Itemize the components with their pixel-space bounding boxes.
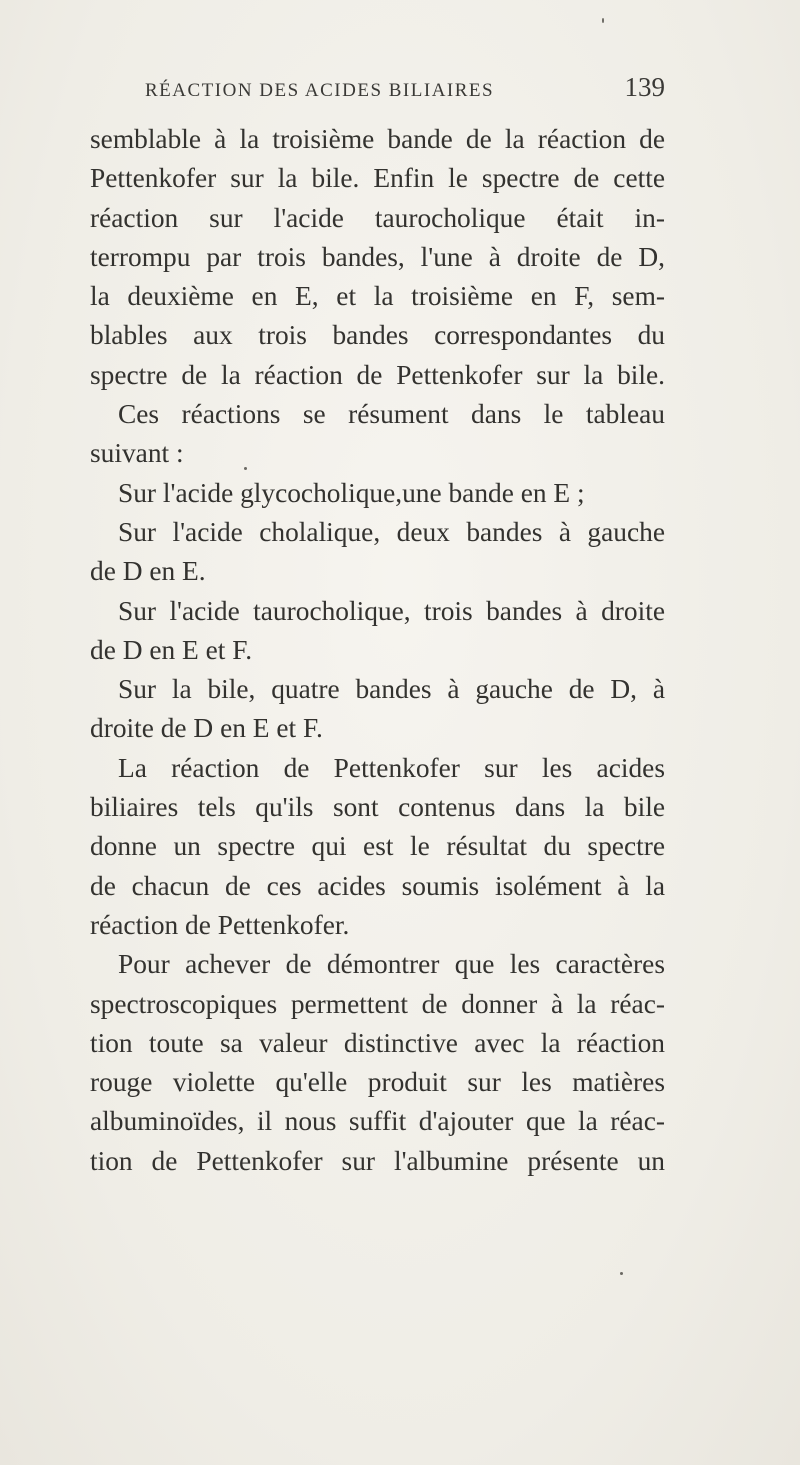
body-text [90, 120, 665, 1181]
text-line: semblable à la troisième bande de la réaction de [90, 124, 665, 154]
text-line: Pettenkofer sur la bile. Enfin le spectre de cette [90, 163, 665, 194]
text-line: réaction de Pettenkofer. [90, 909, 350, 940]
text-line: Sur l'acide cholalique, deux bandes à gauche [118, 516, 665, 547]
text-line: de chacun de ces acides soumis isolément à la [90, 870, 665, 901]
page-header [145, 72, 665, 102]
text-line: albuminoïdes, il nous suffit d'ajouter que la réac- [90, 1106, 665, 1137]
text-line: réaction sur l'acide taurocholique était in- [90, 202, 665, 233]
text-line: donne un spectre qui est le résultat du spectre [90, 831, 665, 862]
text-line: La réaction de Pettenkofer sur les acides [118, 752, 665, 783]
text-line: terrompu par trois bandes, l'une à droite de D, [90, 241, 665, 272]
text-line: Sur la bile, quatre bandes à gauche de D, à [118, 674, 665, 705]
running-head: RÉACTION DES ACIDES BILIAIRES [145, 80, 495, 101]
paper-speck [244, 467, 247, 470]
text-line: la deuxième en E, et la troisième en F, sem- [90, 281, 665, 312]
text-line: blables aux trois bandes correspondantes du [90, 320, 665, 351]
text-line: de D en E et F. [90, 634, 253, 665]
text-line: biliaires tels qu'ils sont contenus dans la bile [90, 792, 665, 823]
text-line: Sur l'acide taurocholique, trois bandes à droite [118, 595, 665, 626]
text-line: Sur l'acide glycocholique,une bande en E ; [118, 477, 585, 508]
paper-speck [620, 1272, 623, 1275]
text-line: spectre de la réaction de Pettenkofer sur la bile. [90, 359, 665, 390]
paper-speck [602, 18, 604, 23]
text-line: tion toute sa valeur distinctive avec la réaction [90, 1027, 665, 1058]
text-line: suivant : [90, 438, 184, 469]
text-line: tion de Pettenkofer sur l'albumine présente un [90, 1145, 665, 1176]
text-line: rouge violette qu'elle produit sur les matières [90, 1067, 665, 1098]
page-number: 139 [624, 72, 665, 102]
text-line: droite de D en E et F. [90, 713, 323, 744]
text-line: Pour achever de démontrer que les caractères [118, 949, 665, 980]
text-line: spectroscopiques permettent de donner à la réac- [90, 988, 665, 1019]
text-line: de D en E. [90, 556, 206, 587]
text-line: Ces réactions se résument dans le tableau [118, 399, 665, 430]
